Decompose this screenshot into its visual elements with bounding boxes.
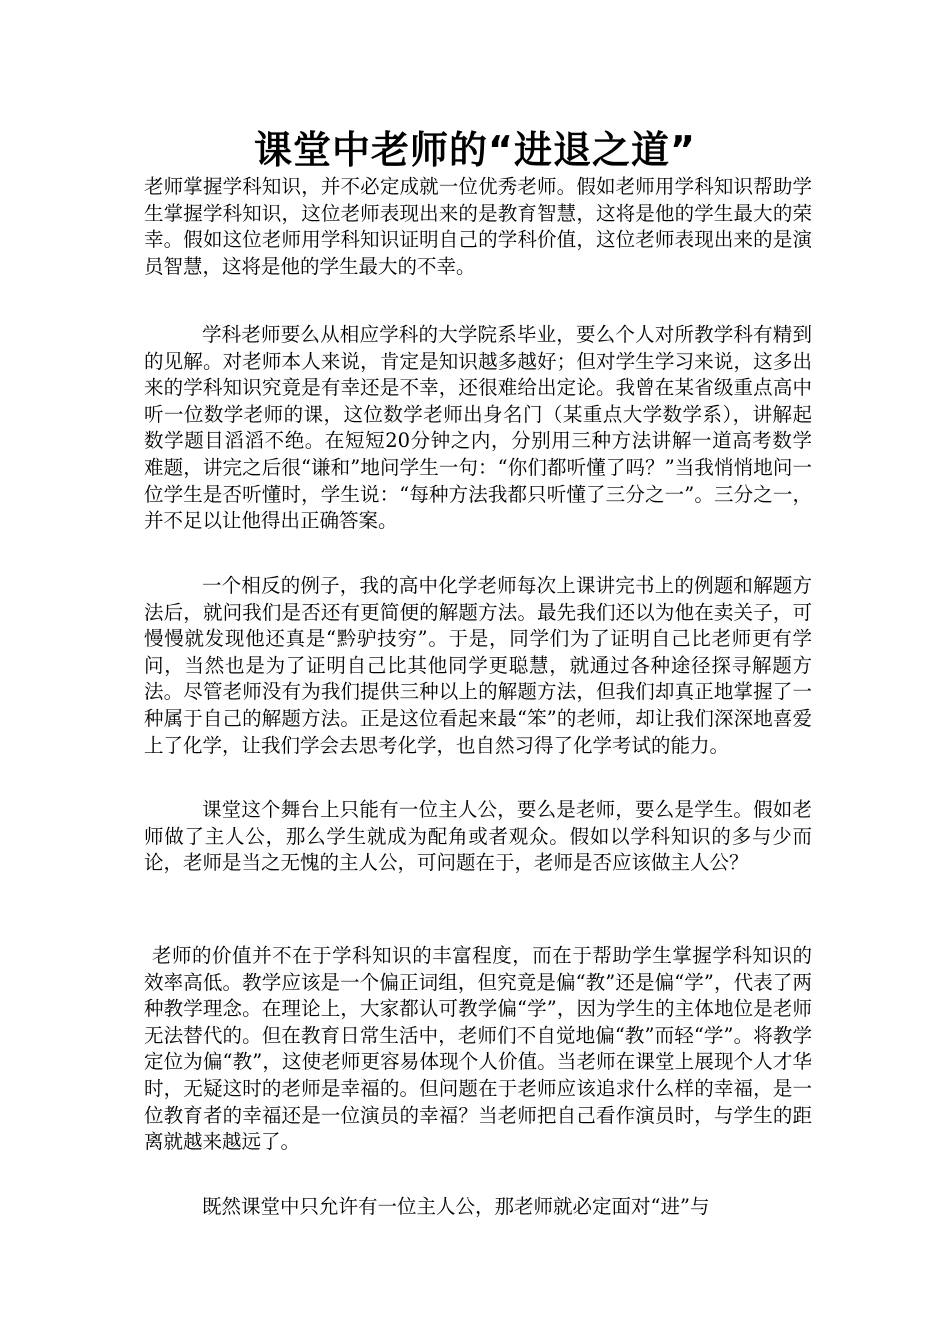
paragraph-6: 既然课堂中只允许有一位主人公，那老师就必定面对“进”与 [202,1195,710,1218]
paragraph-2: 学科老师要么从相应学科的大学院系毕业，要么个人对所教学科有精到的见解。对老师本人来说，肯定是知识越多越好；但对学生学习来说，这多出来的学科知识究竟是有幸还是不幸，还很难给出定论。我曾在某省级重点高中听一位数学老师的课，这位数学老师出身名门（某重点大学数学系），讲解起数学题目滔滔不绝。在短短20分钟之内，分别用三种方法讲解一道高考数学难题，讲完之后很“谦和”地问学生一句：“你们都听懂了吗？”当我悄悄地问一位学生是否听懂时，学生说：“每种方法我都只听懂了三分之一”。三分之一，并不足以让他得出正确答案。 [144,323,812,533]
paragraph-4: 课堂这个舞台上只能有一位主人公，要么是老师，要么是学生。假如老师做了主人公，那么学生就成为配角或者观众。假如以学科知识的多与少而论，老师是当之无愧的主人公，可问题在于，老师是否应该做主人公？ [144,798,812,875]
paragraph-1: 老师掌握学科知识，并不必定成就一位优秀老师。假如老师用学科知识帮助学生掌握学科知识，这位老师表现出来的是教育智慧，这将是他的学生最大的荣幸。假如这位老师用学科知识证明自己的学科价值，这位老师表现出来的是演员智慧，这将是他的学生最大的不幸。 [144,175,812,278]
document-title: 课堂中老师的“进退之道” [254,128,696,172]
paragraph-5: 老师的价值并不在于学科知识的丰富程度，而在于帮助学生掌握学科知识的效率高低。教学应该是一个偏正词组，但究竟是偏“教”还是偏“学”，代表了两种教学理念。在理论上，大家都认可教学偏“学”，因为学生的主体地位是老师无法替代的。但在教育日常生活中，老师们不自觉地偏“教”而轻“学”。将教学定位为偏“教”，这使老师更容易体现个人价值。当老师在课堂上展现个人才华时，无疑这时的老师是幸福的。但问题在于老师应该追求什么样的幸福，是一位教育者的幸福还是一位演员的幸福？当老师把自己看作演员时，与学生的距离就越来越远了。 [144,944,812,1154]
paragraph-3: 一个相反的例子，我的高中化学老师每次上课讲完书上的例题和解题方法后，就问我们是否还有更简便的解题方法。最先我们还以为他在卖关子，可慢慢就发现他还真是“黔驴技穷”。于是，同学们为了证明自己比老师更有学问，当然也是为了证明自己比其他同学更聪慧，就通过各种途径探寻解题方法。尽管老师没有为我们提供三种以上的解题方法，但我们却真正地掌握了一种属于自己的解题方法。正是这位看起来最“笨”的老师，却让我们深深地喜爱上了化学，让我们学会去思考化学，也自然习得了化学考试的能力。 [144,574,812,757]
